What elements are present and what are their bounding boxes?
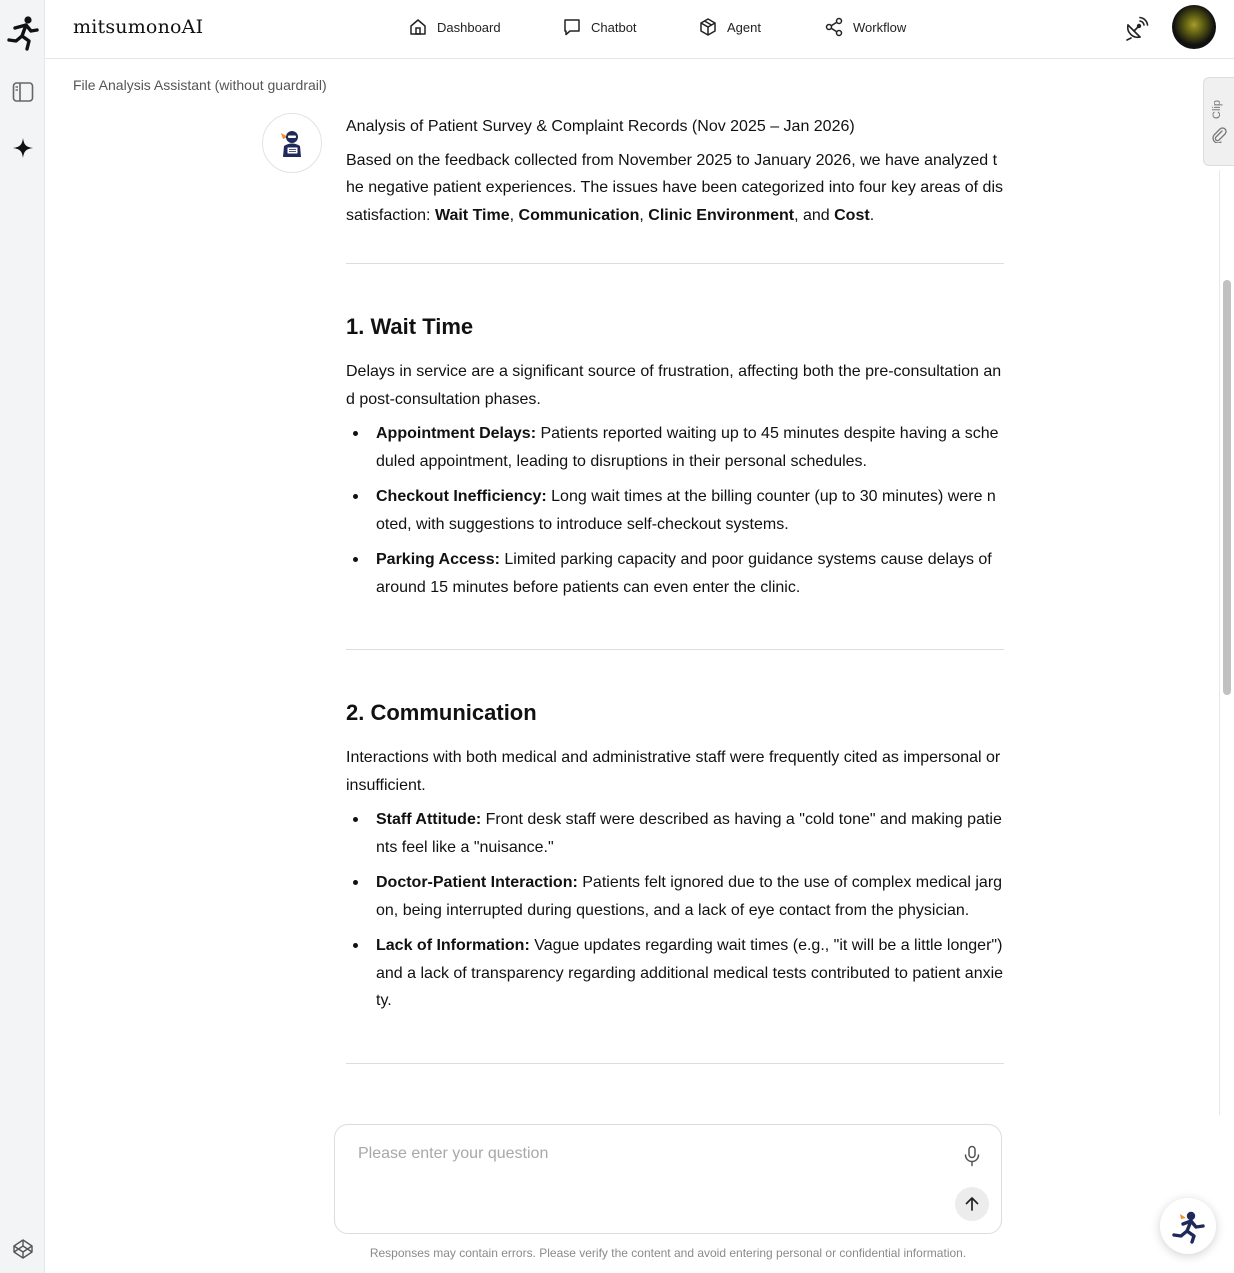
package-icon xyxy=(698,17,718,37)
nav-agent[interactable] xyxy=(698,16,761,38)
sidebar-toggle-icon[interactable] xyxy=(0,80,45,104)
left-rail xyxy=(0,0,45,1273)
nav-chatbot-label: Chatbot xyxy=(591,19,637,35)
nav-workflow-label: Workflow xyxy=(853,19,907,35)
list-item: Parking Access: Limited parking capacity and poor guidance systems cause delays of around 15 minutes before patients can even enter the clinic. xyxy=(346,546,1004,601)
top-bar xyxy=(45,0,1234,59)
divider xyxy=(346,649,1004,650)
nav-chatbot[interactable] xyxy=(562,16,637,38)
nav-dashboard-label: Dashboard xyxy=(437,19,501,35)
divider xyxy=(346,1063,1004,1064)
section-list xyxy=(346,806,1004,1015)
list-item: Doctor-Patient Interaction: Patients felt ignored due to the use of complex medical jargon, being interrupted during questions, and a lack of eye contact from the physician. xyxy=(346,869,1004,924)
divider xyxy=(346,263,1004,264)
list-item: Appointment Delays: Patients reported waiting up to 45 minutes despite having a scheduled appointment, leading to disruptions in their personal schedules. xyxy=(346,420,1004,475)
nav-dashboard[interactable] xyxy=(408,16,501,38)
sparkle-icon[interactable] xyxy=(0,136,45,160)
assistant-launcher-button[interactable] xyxy=(1160,1198,1216,1254)
clip-tab-label: Clip xyxy=(1211,100,1223,119)
section-lead: Interactions with both medical and administrative staff were frequently cited as impersonal or insufficient. xyxy=(346,749,1001,794)
section-list xyxy=(346,420,1004,601)
home-icon xyxy=(408,17,428,37)
arrow-up-icon xyxy=(963,1195,981,1213)
section-heading: 2. Communication xyxy=(346,700,537,725)
nav-workflow[interactable] xyxy=(824,16,906,38)
page-title: File Analysis Assistant (without guardrail) xyxy=(73,77,327,93)
list-item: Lack of Information: Vague updates regarding wait times (e.g., "it will be a little longer") and a lack of transparency regarding additional medical tests contributed to patient anxiety. xyxy=(346,932,1004,1015)
brand-name[interactable]: mitsumonoAI xyxy=(73,16,204,38)
ninja-runner-icon xyxy=(1170,1208,1206,1244)
message-title: Analysis of Patient Survey & Complaint Records (Nov 2025 – Jan 2026) xyxy=(346,118,855,135)
clip-tab[interactable] xyxy=(1203,77,1234,166)
nav-agent-label: Agent xyxy=(727,19,761,35)
logo-runner-icon[interactable] xyxy=(0,14,45,52)
satellite-dish-icon[interactable] xyxy=(1123,16,1149,42)
user-avatar[interactable] xyxy=(1172,5,1216,49)
paperclip-icon xyxy=(1211,127,1227,143)
microphone-icon xyxy=(962,1145,982,1167)
question-input[interactable] xyxy=(358,1145,938,1205)
send-button[interactable] xyxy=(955,1187,989,1221)
list-item: Checkout Inefficiency: Long wait times at the billing counter (up to 30 minutes) were noted, with suggestions to introduce self-checkout systems. xyxy=(346,483,1004,538)
share-nodes-icon xyxy=(824,17,844,37)
section-lead: Delays in service are a significant source of frustration, affecting both the pre-consultation and post-consultation phases. xyxy=(346,363,1002,408)
disclaimer-text: Responses may contain errors. Please verify the content and avoid entering personal or confidential information. xyxy=(369,1246,967,1260)
microphone-button[interactable] xyxy=(959,1143,985,1169)
ninja-reader-icon xyxy=(275,126,309,160)
scrollbar-thumb[interactable] xyxy=(1223,280,1231,695)
chat-bubble-icon xyxy=(562,17,582,37)
codepen-icon[interactable] xyxy=(0,1237,45,1261)
list-item: Staff Attitude: Front desk staff were described as having a "cold tone" and making patients feel like a "nuisance." xyxy=(346,806,1004,861)
assistant-message xyxy=(346,113,1004,1108)
section-heading: 1. Wait Time xyxy=(346,314,474,339)
message-intro: Based on the feedback collected from November 2025 to January 2026, we have analyzed the negative patient experiences. The issues have been categorized into four key areas of dissatisfaction: Wait Time, Communication, Clinic Environment, and Cost. xyxy=(346,151,1004,224)
chat-input-box xyxy=(334,1124,1002,1234)
assistant-avatar xyxy=(262,113,322,173)
